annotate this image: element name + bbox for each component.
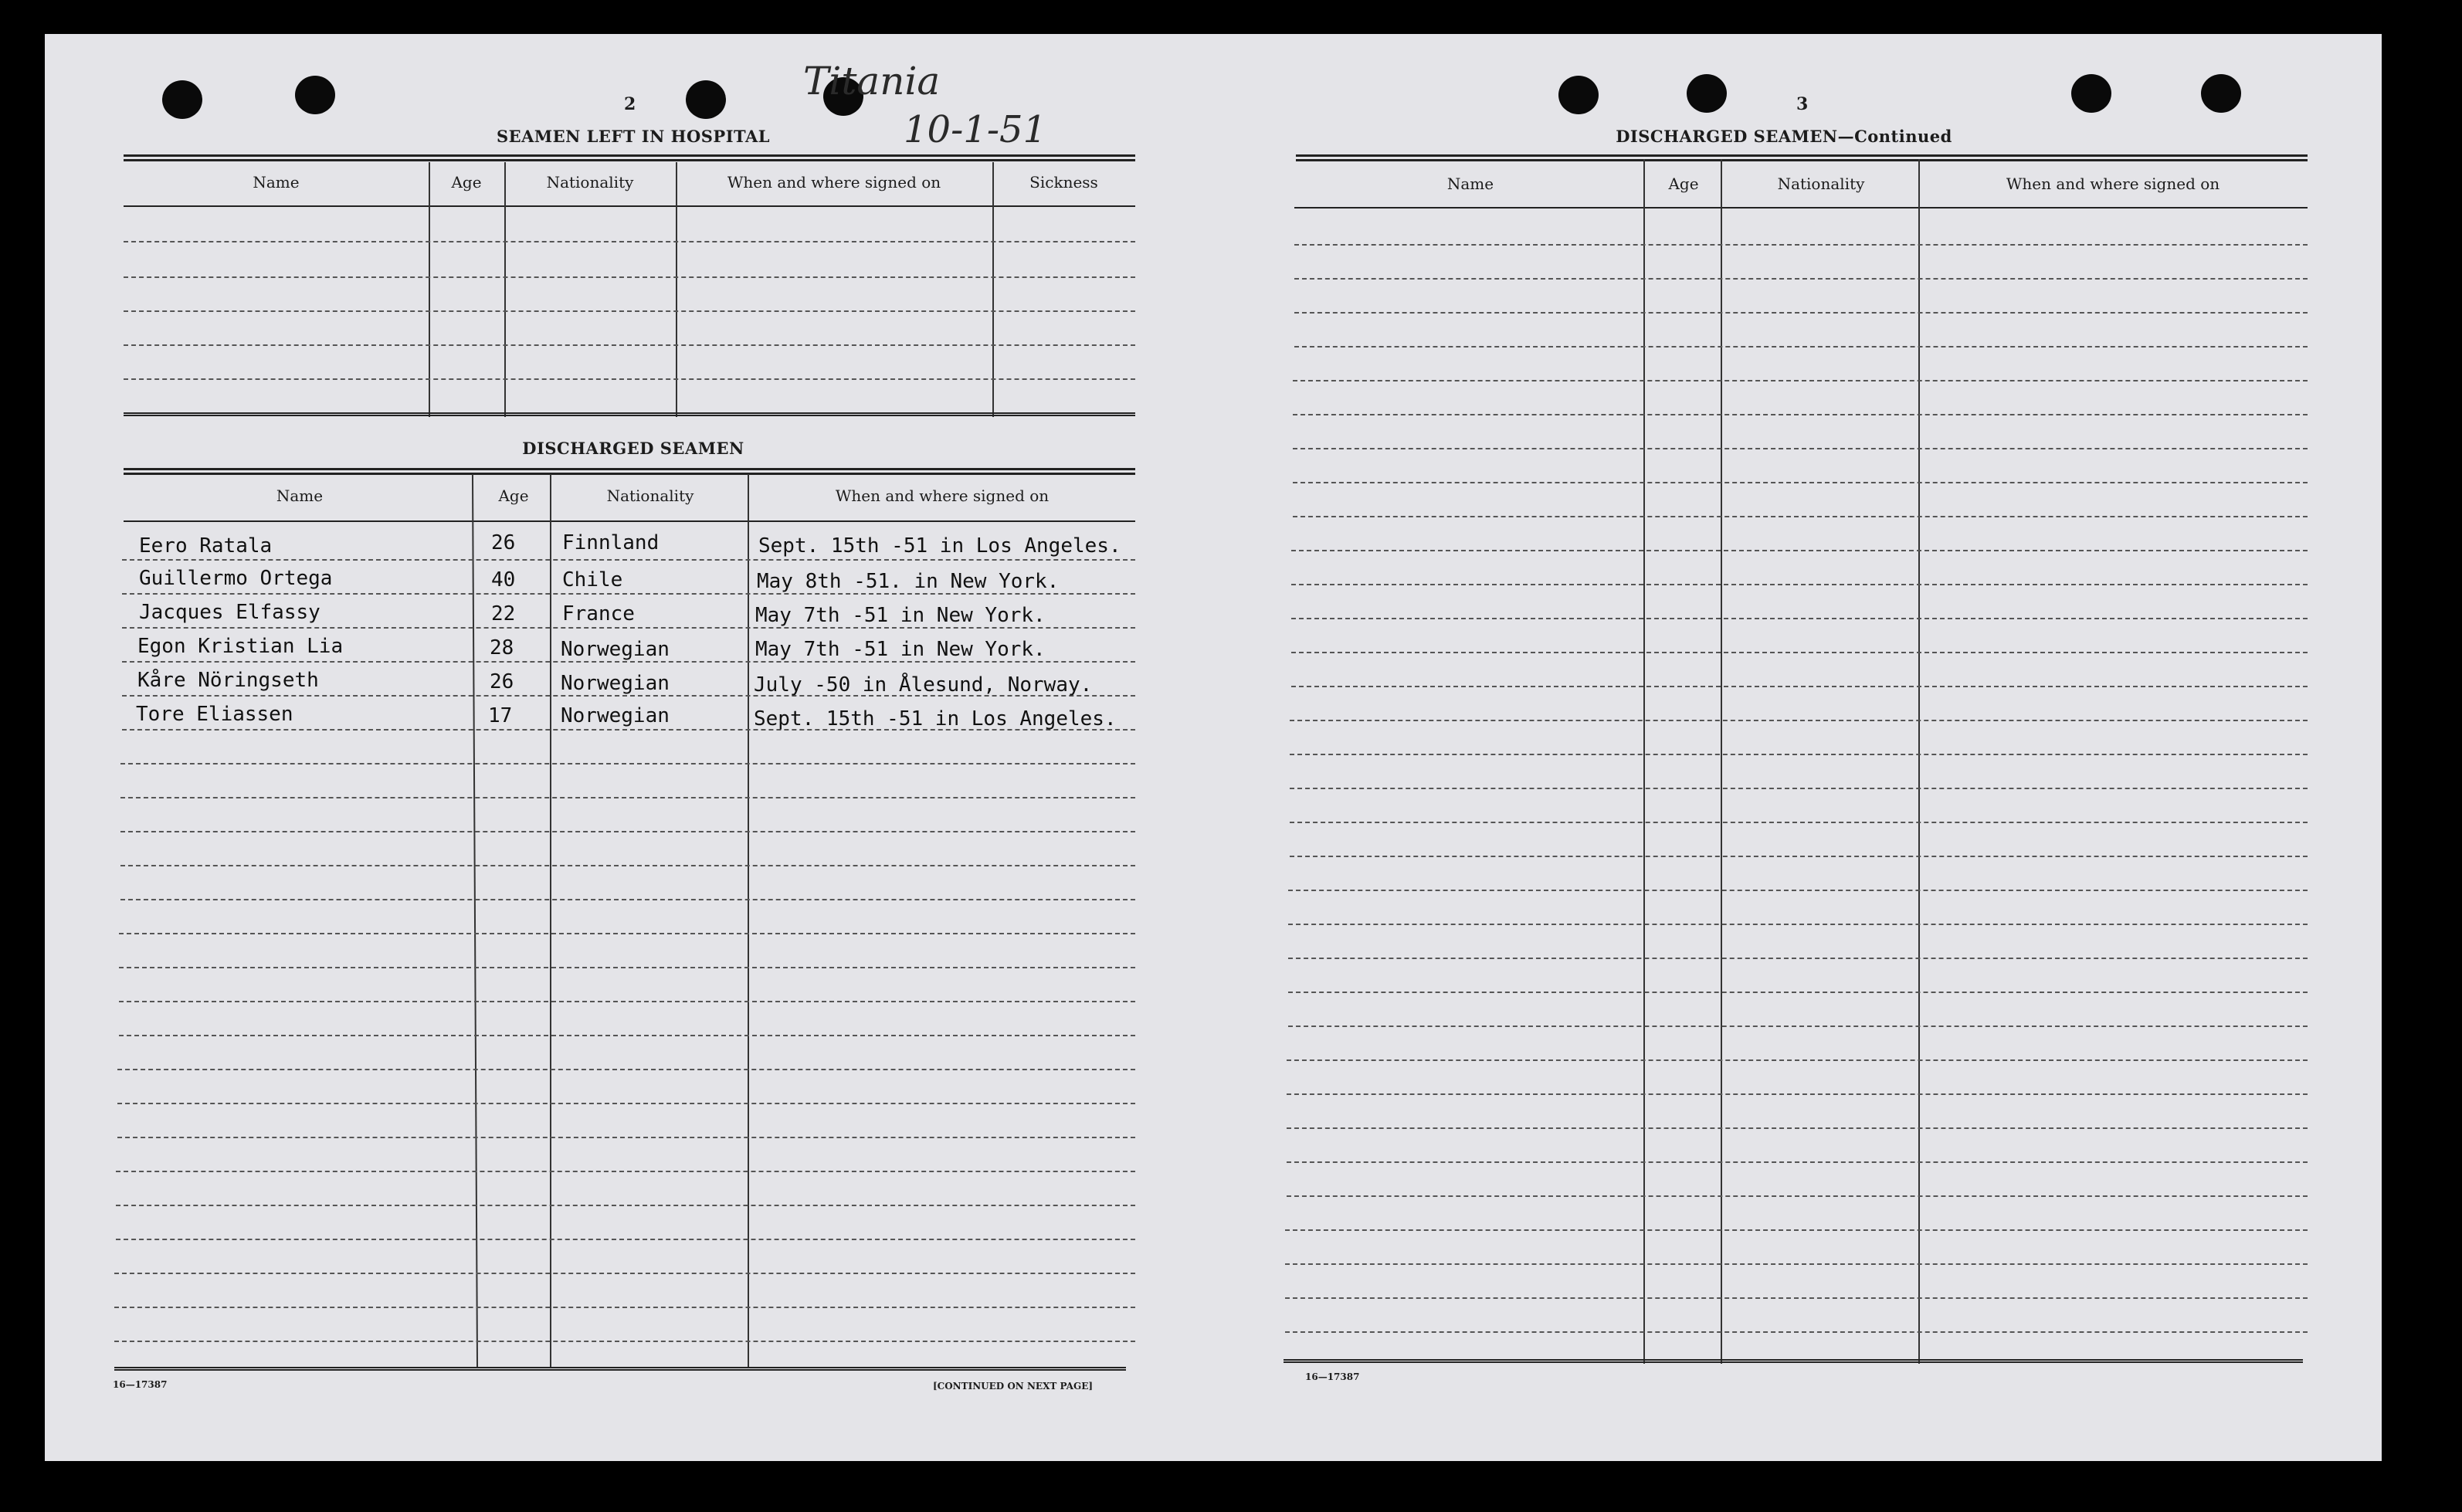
page-number: 2 — [624, 94, 636, 114]
column-header-nationality: Nationality — [606, 486, 694, 505]
row-line — [1290, 788, 2308, 789]
table-row-signed-on: Sept. 15th -51 in Los Angeles. — [754, 707, 1117, 731]
table-row-nationality: Chile — [562, 568, 623, 592]
column-divider — [550, 474, 551, 1367]
row-line — [124, 241, 1135, 242]
row-line — [1285, 1263, 2308, 1265]
row-line — [1287, 1161, 2308, 1163]
row-line — [1290, 720, 2308, 721]
row-line — [120, 831, 1135, 832]
row-line — [119, 1035, 1135, 1036]
divider — [1284, 1359, 2303, 1363]
row-line — [1288, 924, 2308, 925]
row-line — [124, 276, 1135, 278]
row-line — [1287, 1195, 2308, 1197]
row-line — [1291, 618, 2308, 619]
punch-hole — [686, 80, 726, 119]
row-line — [1288, 1026, 2308, 1027]
column-header-signed-on: When and where signed on — [727, 173, 941, 192]
row-line — [116, 1171, 1135, 1172]
table-row-signed-on: Sept. 15th -51 in Los Angeles. — [758, 534, 1121, 558]
row-line — [1288, 958, 2308, 959]
divider — [1294, 207, 2308, 208]
row-line — [117, 1137, 1135, 1138]
continued-note: [CONTINUED ON NEXT PAGE] — [933, 1381, 1094, 1392]
column-header-signed-on: When and where signed on — [2006, 175, 2220, 193]
divider — [124, 205, 1135, 207]
row-line — [124, 378, 1135, 380]
row-line — [1293, 448, 2308, 449]
row-line — [1294, 278, 2308, 280]
row-line — [120, 899, 1135, 900]
row-line — [1287, 1093, 2308, 1095]
row-line — [1290, 856, 2308, 857]
column-header-age: Age — [498, 486, 529, 505]
row-line — [1288, 992, 2308, 993]
column-header-age: Age — [1668, 175, 1699, 193]
row-line — [1285, 1331, 2308, 1333]
column-divider — [1918, 159, 1920, 1364]
divider — [124, 520, 1135, 522]
table-row-age: 40 — [491, 568, 516, 592]
column-divider — [1643, 159, 1645, 1364]
row-line — [120, 865, 1135, 866]
column-header-name: Name — [253, 173, 300, 192]
row-line — [1294, 346, 2308, 347]
row-line — [120, 763, 1135, 764]
column-header-nationality: Nationality — [546, 173, 634, 192]
row-line — [124, 344, 1135, 346]
handwritten-date: 10-1-51 — [904, 108, 1047, 151]
row-line — [1291, 584, 2308, 585]
row-line — [114, 1341, 1135, 1342]
table-row-age: 17 — [488, 704, 513, 727]
section-title-hospital: SEAMEN LEFT IN HOSPITAL — [496, 127, 771, 146]
page-number: 3 — [1796, 94, 1809, 114]
row-line — [1290, 754, 2308, 755]
table-row-nationality: Norwegian — [561, 638, 670, 661]
divider — [124, 154, 1135, 161]
table-row-signed-on: July -50 in Ålesund, Norway. — [754, 673, 1093, 697]
row-line — [1285, 1229, 2308, 1231]
form-number: 16—17387 — [1305, 1371, 1360, 1382]
table-row-name: Tore Eliassen — [136, 703, 293, 726]
column-header-name: Name — [276, 486, 324, 505]
row-line — [1291, 686, 2308, 687]
row-line — [1287, 1127, 2308, 1129]
punch-hole — [295, 76, 335, 114]
row-line — [114, 1307, 1135, 1308]
row-line — [1290, 822, 2308, 823]
punch-hole — [162, 80, 202, 119]
column-header-age: Age — [451, 173, 482, 192]
punch-hole — [2201, 74, 2241, 113]
row-line — [1293, 414, 2308, 415]
table-row-name: Eero Ratala — [139, 534, 273, 558]
row-line — [122, 593, 1135, 595]
row-line — [119, 1001, 1135, 1002]
column-header-sickness: Sickness — [1029, 173, 1098, 192]
row-line — [119, 933, 1135, 934]
column-divider — [1721, 159, 1722, 1364]
row-line — [122, 627, 1135, 629]
row-line — [1294, 312, 2308, 314]
column-header-name: Name — [1446, 175, 1494, 193]
column-header-nationality: Nationality — [1777, 175, 1865, 193]
table-row-name: Egon Kristian Lia — [137, 635, 344, 658]
row-line — [120, 797, 1135, 798]
row-line — [116, 1205, 1135, 1206]
table-row-signed-on: May 8th -51. in New York. — [757, 570, 1060, 593]
table-row-nationality: Finnland — [562, 531, 660, 554]
table-row-signed-on: May 7th -51 in New York. — [755, 638, 1046, 661]
row-line — [1291, 550, 2308, 551]
section-title-discharged: DISCHARGED SEAMEN — [522, 439, 744, 458]
row-line — [1294, 244, 2308, 246]
form-number: 16—17387 — [113, 1379, 168, 1390]
row-line — [1293, 516, 2308, 517]
table-row-age: 26 — [491, 531, 516, 554]
punch-hole — [1558, 76, 1599, 114]
divider — [124, 468, 1135, 475]
table-row-nationality: Norwegian — [561, 704, 670, 727]
handwritten-vessel-name: Titania — [803, 59, 941, 103]
divider — [114, 1367, 1126, 1371]
row-line — [114, 1273, 1135, 1274]
row-line — [122, 559, 1135, 561]
row-line — [1287, 1059, 2308, 1061]
table-row-nationality: France — [562, 602, 635, 625]
table-row-age: 22 — [491, 602, 516, 625]
row-line — [1291, 652, 2308, 653]
divider — [124, 412, 1135, 416]
row-line — [117, 1069, 1135, 1070]
row-line — [1293, 380, 2308, 381]
table-row-age: 28 — [490, 636, 514, 659]
column-header-signed-on: When and where signed on — [835, 486, 1050, 505]
row-line — [116, 1239, 1135, 1240]
column-divider — [748, 474, 749, 1367]
table-row-name: Jacques Elfassy — [139, 601, 320, 624]
row-line — [1285, 1297, 2308, 1299]
divider — [1296, 154, 2308, 161]
row-line — [1293, 482, 2308, 483]
punch-hole — [2071, 74, 2111, 113]
row-line — [119, 967, 1135, 968]
table-row-signed-on: May 7th -51 in New York. — [755, 604, 1046, 627]
table-row-name: Guillermo Ortega — [139, 567, 333, 590]
punch-hole — [1687, 74, 1727, 113]
table-row-name: Kåre Nöringseth — [137, 669, 319, 692]
section-title-discharged-continued: DISCHARGED SEAMEN—Continued — [1616, 127, 1952, 146]
row-line — [1288, 890, 2308, 891]
table-row-age: 26 — [490, 670, 514, 693]
row-line — [117, 1103, 1135, 1104]
table-row-nationality: Norwegian — [561, 672, 670, 695]
row-line — [122, 661, 1135, 663]
row-line — [124, 310, 1135, 312]
document-sheet — [45, 34, 2382, 1461]
